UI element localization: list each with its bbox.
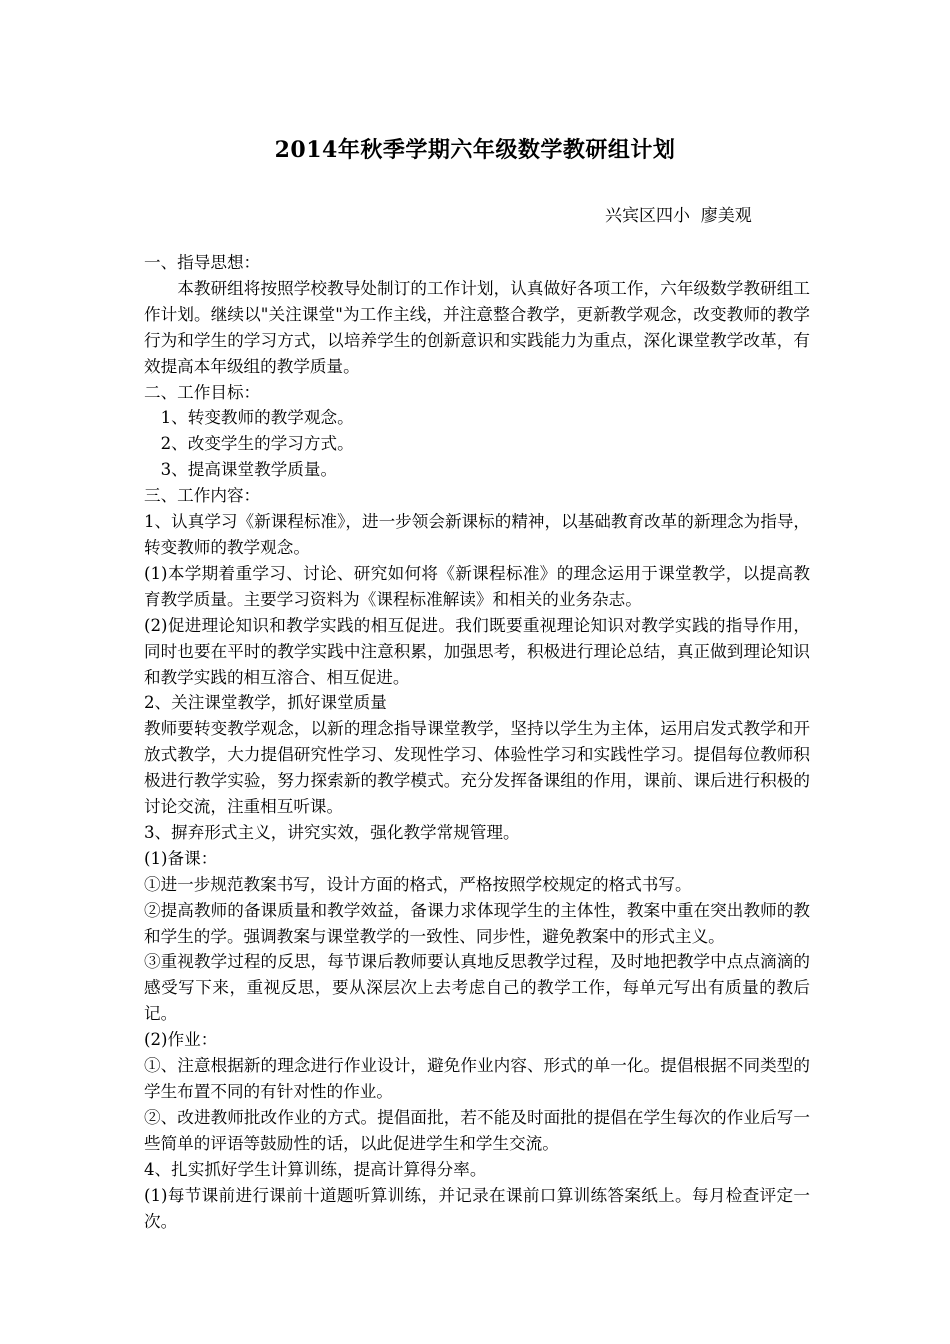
goal-item: 3、提高课堂教学质量。 — [160, 460, 338, 480]
content-subitem: (2)作业： — [144, 1030, 218, 1050]
section-heading-work-goals: 二、工作目标： — [144, 382, 261, 402]
content-subitem: ③重视教学过程的反思，每节课后教师要认真地反思教学过程，及时地把教学中点点滴滴的感受写下来，重视反思，要从深层次上去考虑自己的教学工作，每单元写出有质量的教后记。 — [144, 952, 810, 1024]
content-subitem: (1)备课： — [144, 848, 218, 868]
document-title: 2014年秋季学期六年级数学教研组计划 — [274, 137, 676, 163]
goal-item: 1、转变教师的教学观念。 — [160, 408, 354, 428]
paragraph-guiding-ideology: 本教研组将按照学校教导处制订的工作计划，认真做好各项工作，六年级数学教研组工作计划。继续以"关注课堂"为工作主线，并注意整合教学，更新教学观念，改变教师的教学行为和学生的学习方式，以培养学生的创新意识和实践能力为重点，深化课堂教学改革，有效提高本年级组的教学质量。 — [144, 278, 810, 376]
section-heading-guiding-ideology: 一、指导思想： — [144, 253, 261, 272]
author-line: 兴宾区四小 廖美观 — [605, 206, 752, 226]
content-item: 4、扎实抓好学生计算训练，提高计算得分率。 — [144, 1159, 487, 1179]
content-paragraph: 教师要转变教学观念，以新的理念指导课堂教学，坚持以学生为主体，运用启发式教学和开放式教学，大力提倡研究性学习、发现性学习、体验性学习和实践性学习。提倡每位教师积极进行教学实验，努力探索新的教学模式。充分发挥备课组的作用，课前、课后进行积极的讨论交流，注重相互听课。 — [144, 719, 810, 817]
content-subitem: ②、改进教师批改作业的方式。提倡面批，若不能及时面批的提倡在学生每次的作业后写一些简单的评语等鼓励性的话，以此促进学生和学生交流。 — [144, 1107, 810, 1153]
content-subitem: ②提高教师的备课质量和教学效益，备课力求体现学生的主体性，教案中重在突出教师的教和学生的学。强调教案与课堂教学的一致性、同步性，避免教案中的形式主义。 — [144, 900, 810, 946]
content-item: 3、摒弃形式主义，讲究实效，强化教学常规管理。 — [144, 822, 520, 842]
goal-item: 2、改变学生的学习方式。 — [160, 434, 354, 454]
document-body — [144, 250, 810, 1234]
content-subitem: (1)每节课前进行课前十道题听算训练，并记录在课前口算训练答案纸上。每月检查评定一次。 — [144, 1185, 810, 1231]
content-subitem: (2)促进理论知识和教学实践的相互促进。我们既要重视理论知识对教学实践的指导作用，同时也要在平时的教学实践中注意积累，加强思考，积极进行理论总结，真正做到理论知识和教学实践的相互溶合、相互促进。 — [144, 615, 810, 687]
content-item: 1、认真学习《新课程标准》，进一步领会新课标的精神，以基础教育改革的新理念为指导，转变教师的教学观念。 — [144, 512, 811, 557]
content-subitem: ①进一步规范教案书写，设计方面的格式，严格按照学校规定的格式书写。 — [144, 874, 692, 894]
content-item: 2、关注课堂教学，抓好课堂质量 — [144, 693, 387, 713]
content-subitem: (1)本学期着重学习、讨论、研究如何将《新课程标准》的理念运用于课堂教学，以提高教育教学质量。主要学习资料为《课程标准解读》和相关的业务杂志。 — [144, 563, 810, 609]
section-heading-work-content: 三、工作内容： — [144, 486, 261, 506]
content-subitem: ①、注意根据新的理念进行作业设计，避免作业内容、形式的单一化。提倡根据不同类型的学生布置不同的有针对性的作业。 — [144, 1056, 810, 1101]
